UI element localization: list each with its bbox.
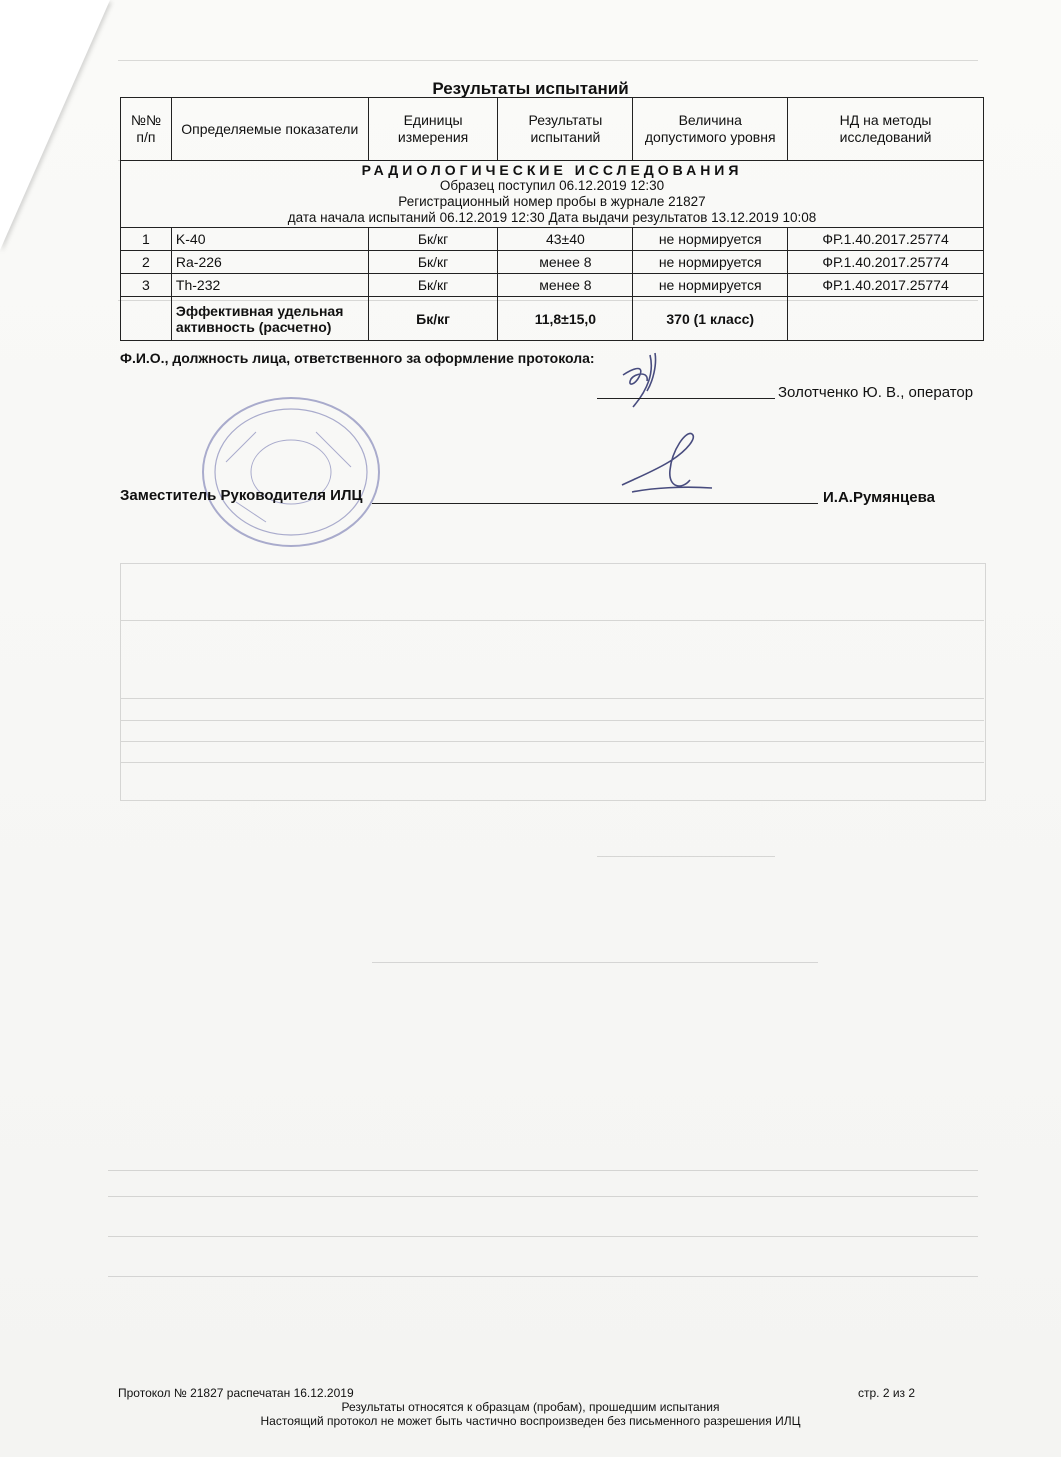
footer-page: стр. 2 из 2 [858,1386,916,1400]
footer-note-2: Настоящий протокол не может быть частично воспроизведен без письменного разрешения ИЛЦ [260,1414,801,1428]
row-num: 1 [121,228,172,251]
row-result: 11,8±15,0 [498,297,633,341]
header-result: Результаты испытаний [498,98,633,161]
header-indicator: Определяемые показатели [171,98,368,161]
table-row-total [121,297,984,341]
row-num: 2 [121,251,172,274]
row-level: не нормируется [633,274,788,297]
signature-mark-1 [605,345,685,410]
row-level: 370 (1 класс) [633,297,788,341]
row-unit: Бк/кг [368,228,498,251]
round-stamp [196,392,386,552]
table-row [121,251,984,274]
row-method [788,297,984,341]
row-indicator: Ra-226 [171,251,368,274]
row-level: не нормируется [633,228,788,251]
section-row [121,161,984,228]
results-title: Результаты испытаний [432,79,629,98]
registration-number: Регистрационный номер пробы в журнале 21827 [398,194,706,209]
row-method: ФР.1.40.2017.25774 [788,274,984,297]
table-header-row [121,98,984,161]
row-num: 3 [121,274,172,297]
test-dates: дата начала испытаний 06.12.2019 12:30 Дата выдачи результатов 13.12.2019 10:08 [287,210,817,225]
row-result: менее 8 [498,274,633,297]
responsible-label: Ф.И.О., должность лица, ответственного за оформление протокола: [120,350,595,366]
footer-note-1: Результаты относятся к образцам (пробам), прошедшим испытания [341,1400,720,1414]
signature-mark-2 [612,430,722,510]
responsible-name: Золотченко Ю. В., оператор [778,384,974,401]
row-indicator: Эффективная удельная активность (расчетно) [171,297,368,341]
header-method: НД на методы исследований [788,98,984,161]
header-unit: Единицы измерения [368,98,498,161]
row-result: менее 8 [498,251,633,274]
row-indicator: K-40 [171,228,368,251]
row-level: не нормируется [633,251,788,274]
sample-received: Образец поступил 06.12.2019 12:30 [439,178,665,193]
results-table [120,97,984,341]
row-method: ФР.1.40.2017.25774 [788,251,984,274]
deputy-label: Заместитель Руководителя ИЛЦ [120,487,363,504]
deputy-name: И.А.Румянцева [823,489,935,506]
header-level: Величина допустимого уровня [633,98,788,161]
table-row [121,228,984,251]
row-indicator: Th-232 [171,274,368,297]
row-unit: Бк/кг [368,251,498,274]
row-unit: Бк/кг [368,297,498,341]
header-num: №№ п/п [121,98,172,161]
section-title: РАДИОЛОГИЧЕСКИЕ ИССЛЕДОВАНИЯ [361,162,743,178]
signature-line-deputy [372,503,818,504]
footer-protocol: Протокол № 21827 распечатан 16.12.2019 [118,1386,354,1400]
table-row [121,274,984,297]
folded-corner [0,0,110,250]
signature-line-responsible [597,398,775,399]
row-result: 43±40 [498,228,633,251]
row-method: ФР.1.40.2017.25774 [788,228,984,251]
row-num [121,297,172,341]
row-unit: Бк/кг [368,274,498,297]
